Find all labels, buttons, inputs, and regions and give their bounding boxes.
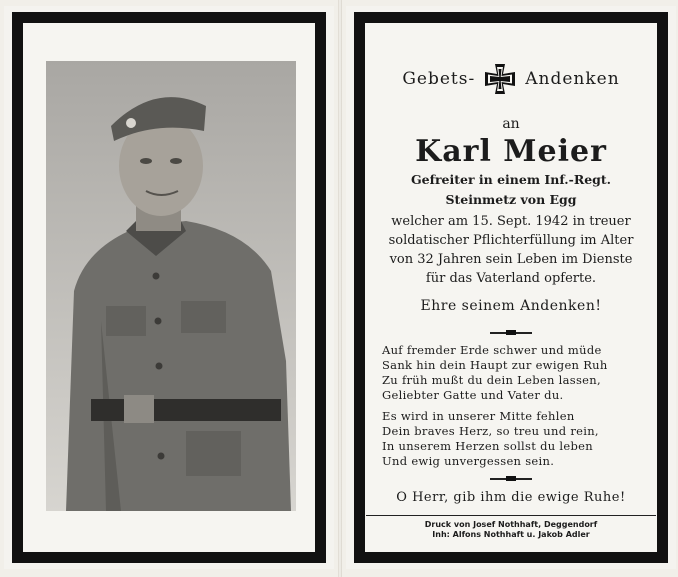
printer-rule (366, 515, 656, 516)
ornament-divider (346, 328, 676, 338)
card-fold (338, 0, 342, 577)
honor-line: Ehre seinem Andenken! (420, 298, 602, 314)
left-card (4, 6, 334, 569)
title-right: Andenken (525, 69, 620, 89)
deceased-name: Karl Meier (415, 134, 607, 169)
body-line: welcher am 15. Sept. 1942 in treuer (391, 214, 631, 229)
poem-line: In unserem Herzen sollst du leben (382, 439, 593, 453)
body-line: soldatischer Pflichterfüllung im Alter (388, 233, 634, 248)
poem-line: Dein braves Herz, so treu und rein, (382, 424, 599, 438)
body-line: von 32 Jahren sein Leben im Dienste (389, 252, 633, 267)
preposition: an (502, 116, 520, 132)
iron-cross-icon (483, 62, 517, 96)
closing-prayer: O Herr, gib ihm die ewige Ruhe! (396, 490, 626, 505)
poem-line: Geliebter Gatte und Vater du. (382, 388, 564, 402)
soldier-portrait-image (46, 61, 296, 511)
military-rank: Gefreiter in einem Inf.-Regt. (410, 172, 612, 187)
poem-line: Es wird in unserer Mitte fehlen (382, 409, 575, 423)
poem-line: Sank hin dein Haupt zur ewigen Ruh (382, 358, 608, 372)
poem-line: Und ewig unvergessen sein. (382, 454, 555, 468)
right-card (346, 6, 676, 569)
soldier-photo (46, 61, 296, 511)
title-left: Gebets- (402, 69, 476, 89)
printer-credit: Druck von Josef Nothhaft, Deggendorf (424, 520, 598, 529)
card-title (346, 62, 676, 96)
body-line: für das Vaterland opferte. (425, 271, 597, 286)
ornament-divider (346, 474, 676, 484)
printer-owners: Inh: Alfons Nothhaft u. Jakob Adler (432, 530, 590, 539)
poem-line: Auf fremder Erde schwer und müde (382, 343, 602, 357)
trade-and-origin: Steinmetz von Egg (445, 192, 577, 207)
poem-line: Zu früh mußt du dein Leben lassen, (382, 373, 601, 387)
